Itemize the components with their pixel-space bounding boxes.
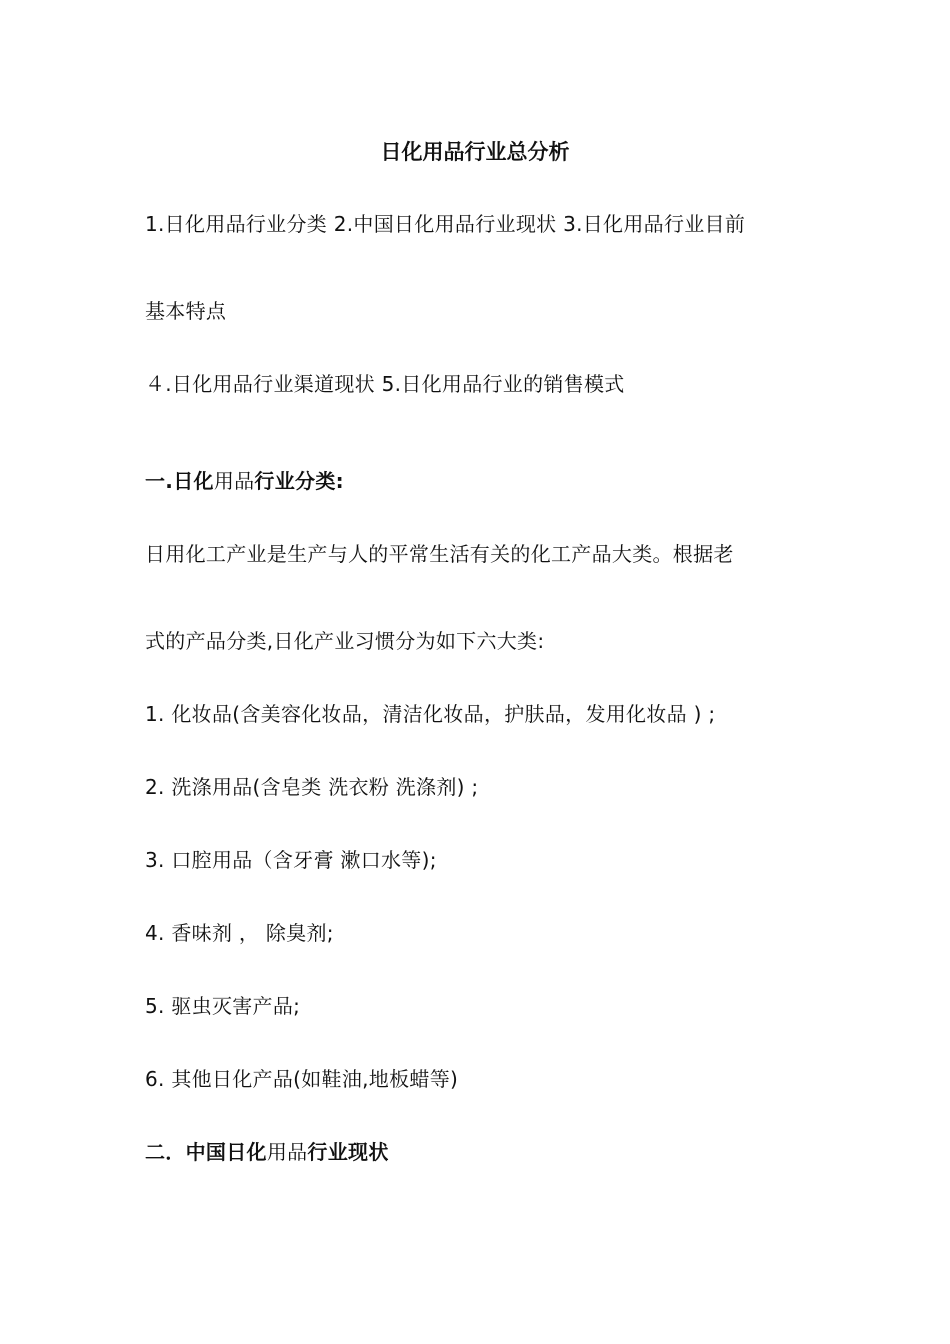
section-1-heading-part3: 行业分类: — [254, 469, 344, 493]
section-2-heading-part1: 二．中国日化 — [145, 1140, 267, 1164]
list-item: 3. 口腔用品（含牙膏 漱口水等); — [145, 848, 437, 872]
list-item: 2. 洗涤用品(含皂类 洗衣粉 洗涤剂) ; — [145, 775, 479, 799]
list-item: 1. 化妆品(含美容化妆品，清洁化妆品，护肤品，发用化妆品 ) ; — [145, 702, 716, 726]
section-2-heading-part2: 用品 — [266, 1140, 308, 1164]
toc-line-2: 基本特点 — [145, 299, 227, 323]
toc-line-1: 1.日化用品行业分类 2.中国日化用品行业现状 3.日化用品行业目前 — [145, 212, 746, 236]
section-1-heading-part2: 用品 — [213, 469, 255, 493]
section-1-heading — [145, 467, 344, 495]
section-1-heading-part1: 一.日化 — [145, 469, 214, 493]
section-1-intro-line-1: 日用化工产业是生产与人的平常生活有关的化工产品大类。根据老 — [145, 542, 734, 566]
list-item: 4. 香味剂 ， 除臭剂; — [145, 921, 334, 945]
section-1-intro-line-2: 式的产品分类,日化产业习惯分为如下六大类: — [145, 629, 545, 653]
document-title: 日化用品行业总分析 — [380, 140, 570, 164]
list-item: 6. 其他日化产品(如鞋油,地板蜡等) — [145, 1067, 459, 1091]
toc-line-3: ４.日化用品行业渠道现状 5.日化用品行业的销售模式 — [145, 372, 625, 396]
section-2-heading — [145, 1138, 389, 1166]
section-2-heading-part3: 行业现状 — [307, 1140, 389, 1164]
list-item: 5. 驱虫灭害产品; — [145, 994, 301, 1018]
